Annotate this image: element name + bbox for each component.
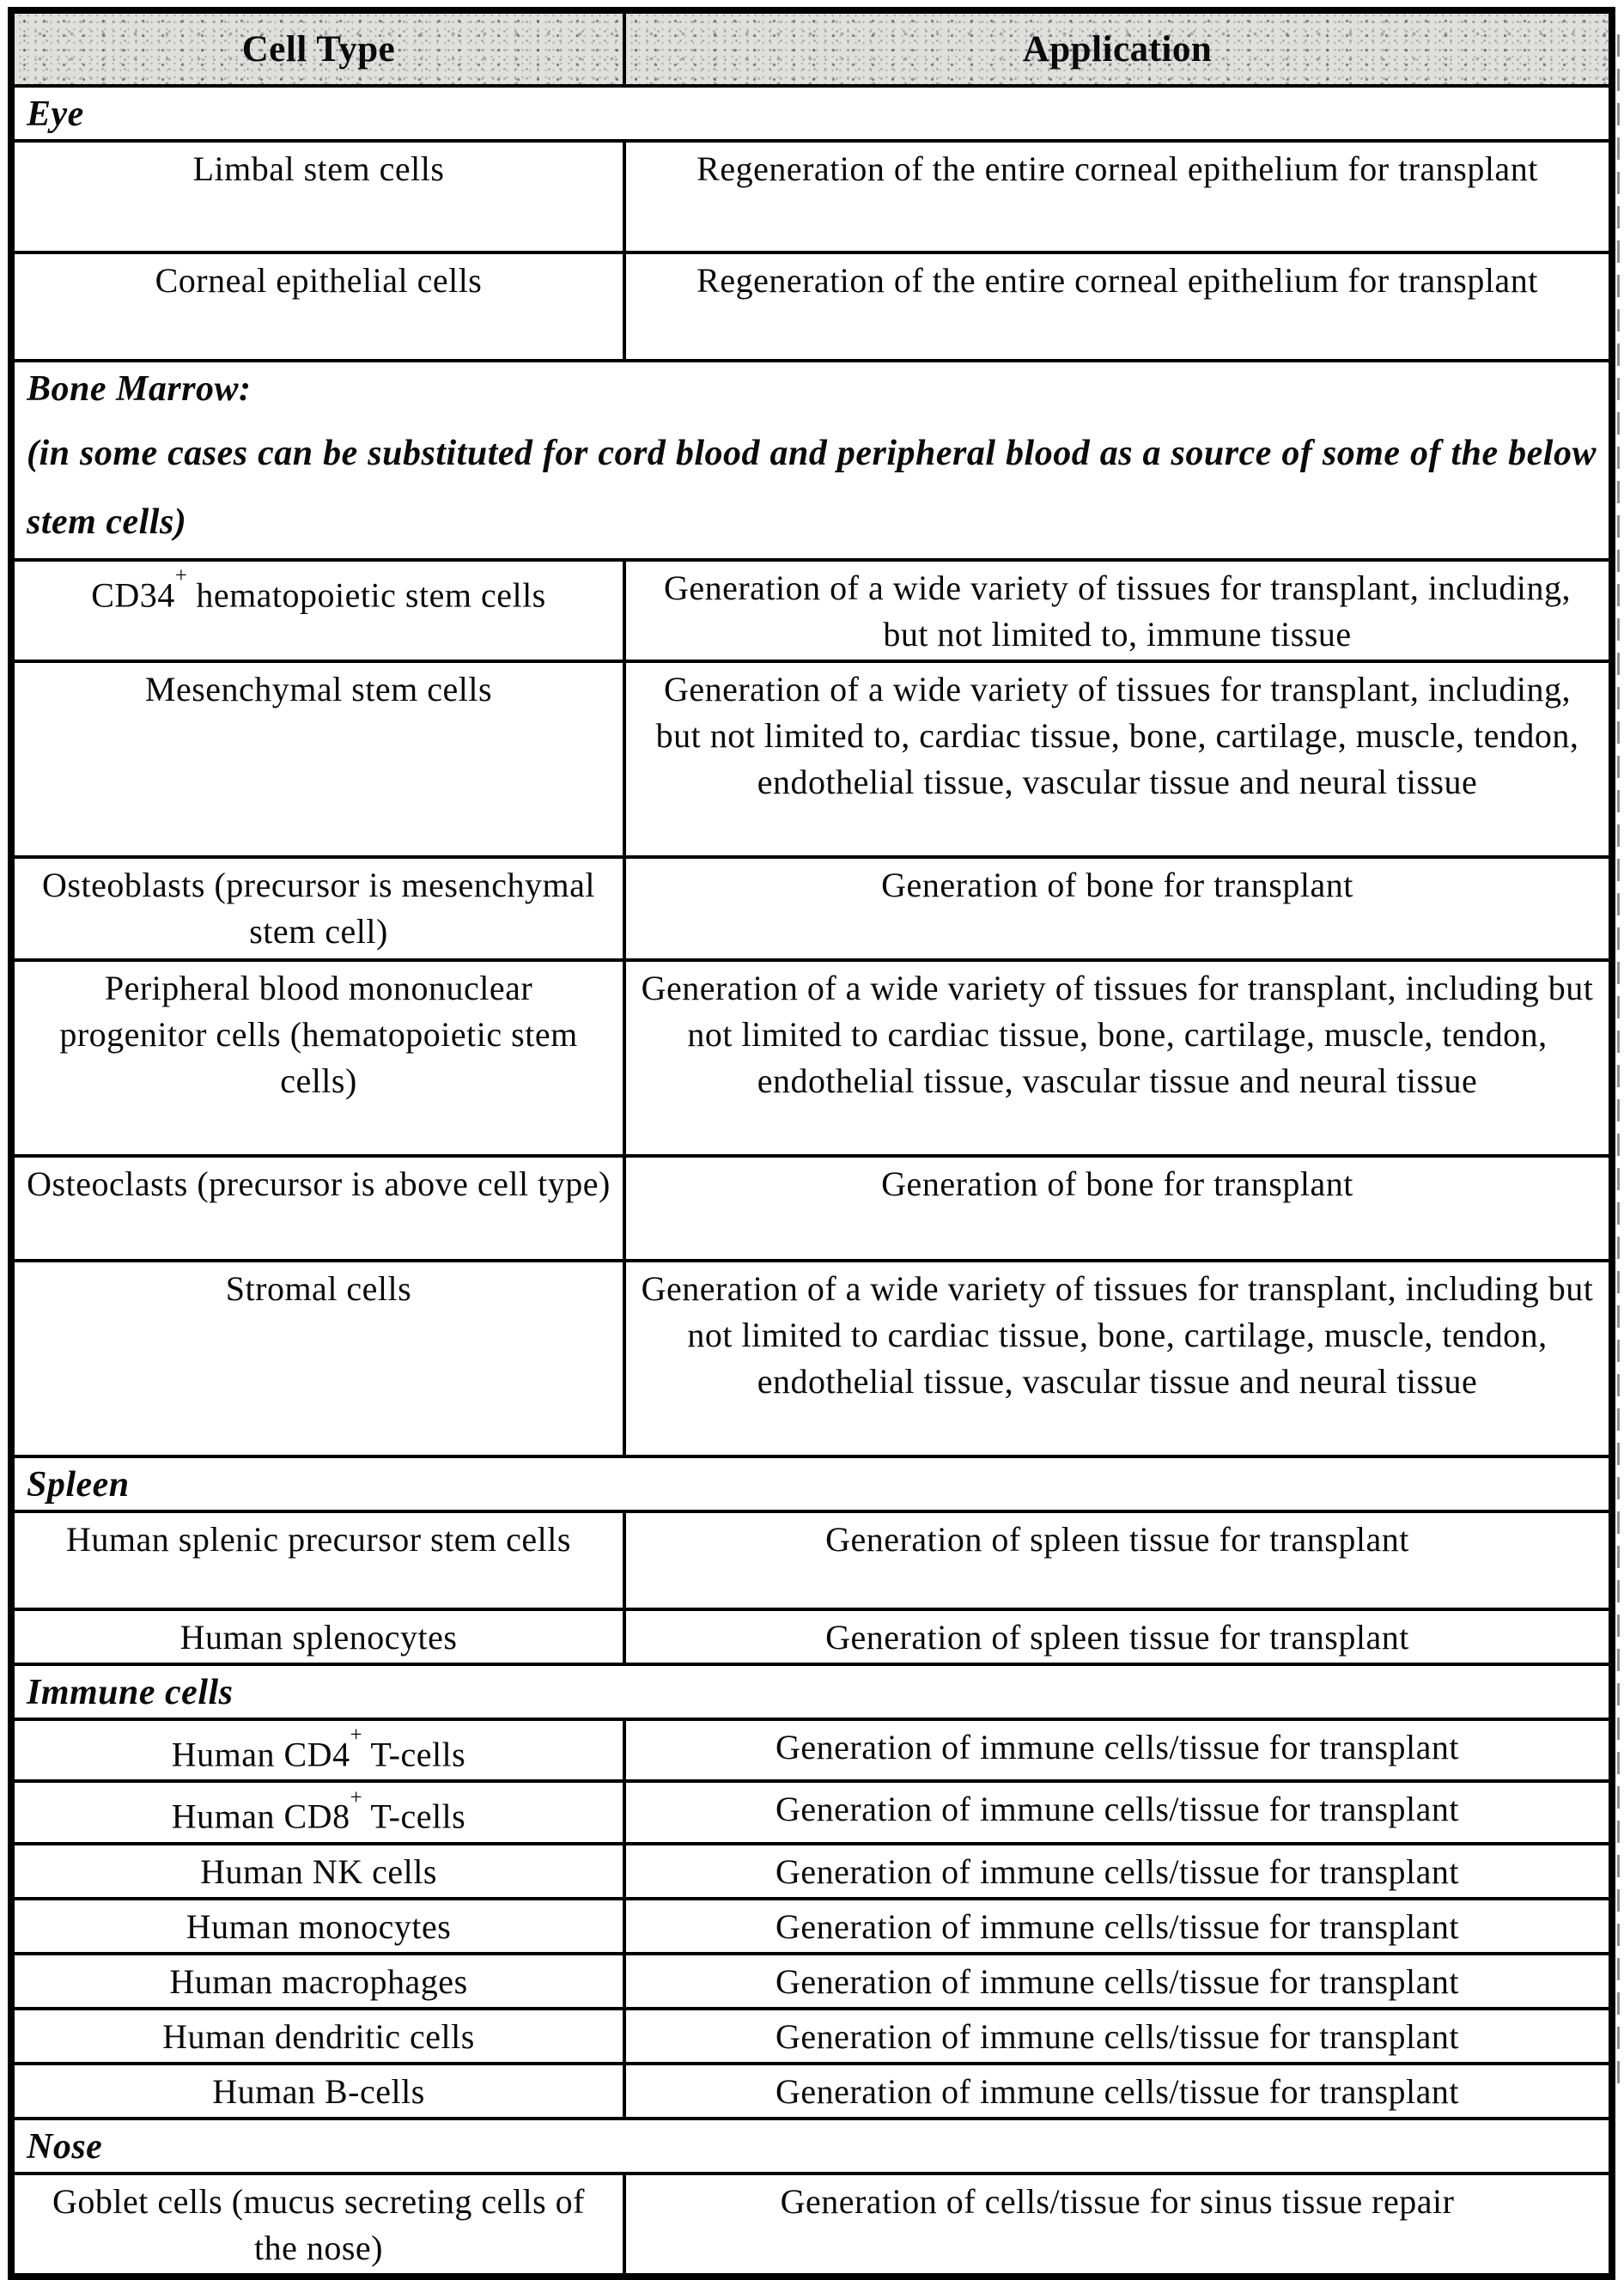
- cell-type-cell: Osteoclasts (precursor is above cell type): [11, 1156, 624, 1261]
- table-row: [11, 1844, 1612, 1899]
- cell-text: T-cells: [362, 1797, 466, 1836]
- section-label: Bone Marrow:: [27, 369, 252, 409]
- section-label: Nose: [11, 2119, 1612, 2174]
- cell-type-application-table: [8, 7, 1615, 2280]
- cell-type-cell: Human B-cells: [11, 2064, 624, 2119]
- cell-type-cell: Goblet cells (mucus secreting cells of the nose): [11, 2174, 624, 2277]
- application-cell: Generation of a wide variety of tissues for transplant, including but not limited to cardiac tissue, bone, cartilage, muscle, tendon, endothelial tissue, vascular tissue and neural tissue: [624, 960, 1612, 1156]
- cell-type-cell: [11, 1781, 624, 1843]
- cell-type-cell: [11, 560, 624, 661]
- application-cell: Generation of immune cells/tissue for transplant: [624, 2064, 1612, 2119]
- table-row: [11, 1954, 1612, 2009]
- application-cell: Generation of immune cells/tissue for transplant: [624, 1719, 1612, 1781]
- table-row: [11, 1261, 1612, 1456]
- table-header-row: [11, 10, 1612, 86]
- table-row: [11, 1899, 1612, 1954]
- cell-text: T-cells: [362, 1735, 466, 1774]
- application-cell: Generation of cells/tissue for sinus tissue repair: [624, 2174, 1612, 2277]
- section-row-immune-cells: [11, 1664, 1612, 1719]
- section-note: (in some cases can be substituted for cord blood and peripheral blood as a source of some of the below stem cells): [27, 434, 1597, 542]
- table-row: [11, 1511, 1612, 1609]
- section-label: Immune cells: [11, 1664, 1612, 1719]
- cell-text: hematopoietic stem cells: [186, 575, 546, 615]
- cell-type-cell: Human splenocytes: [11, 1609, 624, 1664]
- cell-type-cell: Corneal epithelial cells: [11, 252, 624, 361]
- superscript-plus: +: [350, 1785, 362, 1809]
- application-cell: Generation of a wide variety of tissues for transplant, including, but not limited to, cardiac tissue, bone, cartilage, muscle, tendon, endothelial tissue, vascular tissue and neural tissue: [624, 661, 1612, 857]
- application-cell: Generation of immune cells/tissue for transplant: [624, 1844, 1612, 1899]
- application-cell: Generation of a wide variety of tissues for transplant, including, but not limited to, immune tissue: [624, 560, 1612, 661]
- cell-text: CD34: [91, 575, 175, 615]
- cell-type-cell: Stromal cells: [11, 1261, 624, 1456]
- cell-type-cell: Human monocytes: [11, 1899, 624, 1954]
- table-row: [11, 2064, 1612, 2119]
- application-cell: Generation of bone for transplant: [624, 857, 1612, 960]
- table-row: [11, 2174, 1612, 2277]
- application-cell: Generation of immune cells/tissue for transplant: [624, 1954, 1612, 2009]
- table-row: [11, 141, 1612, 252]
- cell-type-cell: Peripheral blood mononuclear progenitor cells (hematopoietic stem cells): [11, 960, 624, 1156]
- cell-type-cell: Human dendritic cells: [11, 2009, 624, 2064]
- section-row-spleen: [11, 1456, 1612, 1511]
- table-row: [11, 857, 1612, 960]
- table-row: [11, 661, 1612, 857]
- table-row: [11, 2009, 1612, 2064]
- section-row-bone-marrow: [11, 361, 1612, 560]
- application-cell: Regeneration of the entire corneal epithelium for transplant: [624, 141, 1612, 252]
- table-row: [11, 960, 1612, 1156]
- cell-type-cell: Mesenchymal stem cells: [11, 661, 624, 857]
- cell-type-cell: Limbal stem cells: [11, 141, 624, 252]
- application-cell: Generation of immune cells/tissue for transplant: [624, 2009, 1612, 2064]
- section-row-nose: [11, 2119, 1612, 2174]
- cell-type-cell: Human NK cells: [11, 1844, 624, 1899]
- table-row: [11, 1156, 1612, 1261]
- cell-text: Human CD8: [171, 1797, 350, 1836]
- header-cell-type: Cell Type: [11, 10, 624, 86]
- cell-type-cell: Human macrophages: [11, 1954, 624, 2009]
- application-cell: Generation of spleen tissue for transplant: [624, 1511, 1612, 1609]
- section-row-eye: [11, 86, 1612, 141]
- superscript-plus: +: [174, 564, 187, 588]
- application-cell: Generation of immune cells/tissue for transplant: [624, 1781, 1612, 1843]
- table-row: [11, 560, 1612, 661]
- scan-page-edge-artifact: [1617, 34, 1620, 2095]
- table-row: [11, 252, 1612, 361]
- cell-type-cell: Human splenic precursor stem cells: [11, 1511, 624, 1609]
- section-label: Spleen: [11, 1456, 1612, 1511]
- cell-type-cell: Osteoblasts (precursor is mesenchymal stem cell): [11, 857, 624, 960]
- superscript-plus: +: [350, 1724, 362, 1748]
- application-cell: Generation of immune cells/tissue for transplant: [624, 1899, 1612, 1954]
- table-row: [11, 1609, 1612, 1664]
- application-cell: Regeneration of the entire corneal epithelium for transplant: [624, 252, 1612, 361]
- header-application: Application: [624, 10, 1612, 86]
- section-cell: [11, 361, 1612, 560]
- application-cell: Generation of bone for transplant: [624, 1156, 1612, 1261]
- cell-type-cell: [11, 1719, 624, 1781]
- table-row: [11, 1781, 1612, 1843]
- section-label: Eye: [11, 86, 1612, 141]
- cell-text: Human CD4: [171, 1735, 350, 1774]
- table-row: [11, 1719, 1612, 1781]
- application-cell: Generation of spleen tissue for transplant: [624, 1609, 1612, 1664]
- application-cell: Generation of a wide variety of tissues for transplant, including but not limited to cardiac tissue, bone, cartilage, muscle, tendon, endothelial tissue, vascular tissue and neural tissue: [624, 1261, 1612, 1456]
